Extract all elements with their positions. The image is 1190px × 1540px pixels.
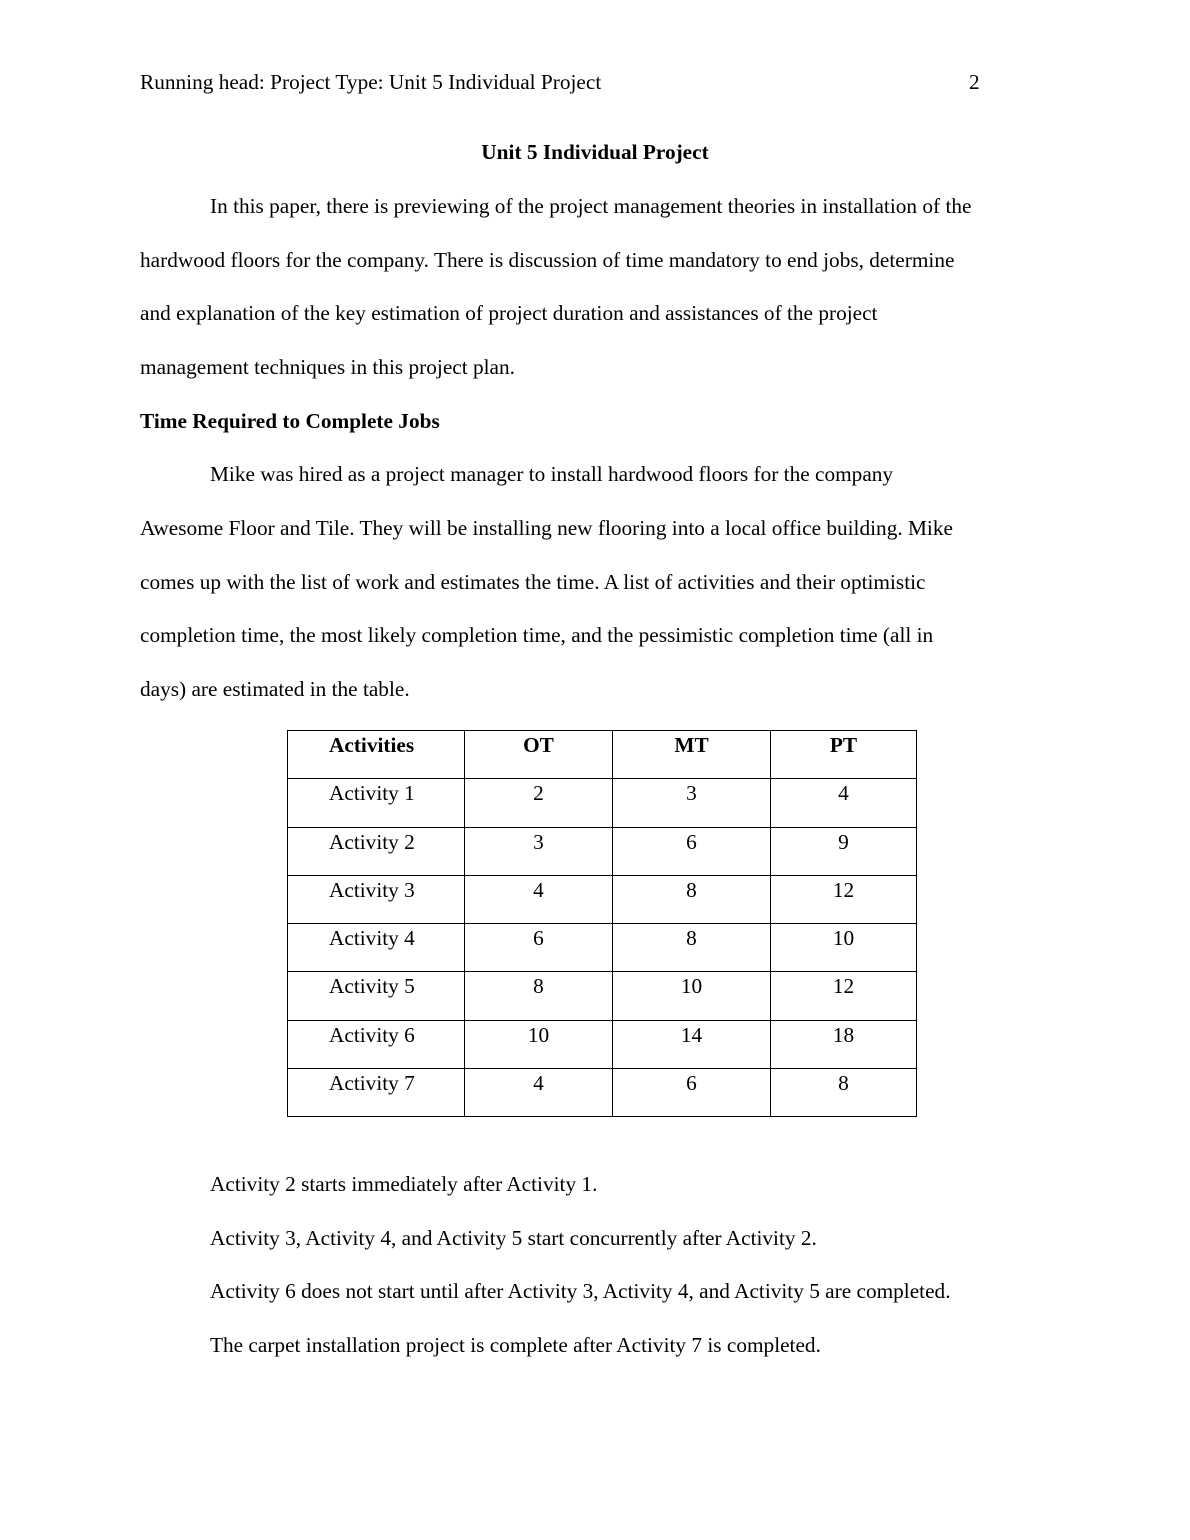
intro-line: management techniques in this project plan.: [140, 355, 515, 379]
body-line: comes up with the list of work and estimates the time. A list of activities and their optimistic: [140, 570, 926, 594]
table-cell: Activity 7: [288, 1069, 465, 1117]
intro-line: In this paper, there is previewing of the project management theories in installation of the: [210, 194, 972, 218]
table-cell: 6: [613, 1069, 771, 1117]
table-cell: Activity 3: [288, 875, 465, 923]
table-cell: 9: [771, 827, 917, 875]
table-cell: 6: [613, 827, 771, 875]
page-number: 2: [969, 70, 980, 94]
body-line: completion time, the most likely completion time, and the pessimistic completion time (all in: [140, 623, 934, 647]
table-cell: 4: [771, 779, 917, 827]
table-row: [288, 1069, 917, 1117]
table-cell: 2: [465, 779, 613, 827]
body-line: Awesome Floor and Tile. They will be installing new flooring into a local office building. Mike: [140, 516, 953, 540]
table-cell: 8: [613, 924, 771, 972]
table-cell: 12: [771, 972, 917, 1020]
table-cell: 6: [465, 924, 613, 972]
table-cell: 14: [613, 1020, 771, 1068]
table-row: [288, 924, 917, 972]
activity-time-table: [287, 730, 917, 1117]
table-cell: 8: [771, 1069, 917, 1117]
table-row: [288, 972, 917, 1020]
table-cell: Activity 6: [288, 1020, 465, 1068]
table-header-cell: PT: [771, 731, 917, 779]
table-header-cell: MT: [613, 731, 771, 779]
table-row: [288, 779, 917, 827]
table-cell: 3: [613, 779, 771, 827]
table-cell: Activity 1: [288, 779, 465, 827]
table-row: [288, 875, 917, 923]
intro-line: hardwood floors for the company. There is discussion of time mandatory to end jobs, determine: [140, 248, 955, 272]
table-cell: 12: [771, 875, 917, 923]
note-line: Activity 2 starts immediately after Activity 1.: [210, 1172, 598, 1196]
note-line: Activity 6 does not start until after Activity 3, Activity 4, and Activity 5 are completed.: [210, 1279, 951, 1303]
intro-line: and explanation of the key estimation of project duration and assistances of the project: [140, 301, 878, 325]
note-line: Activity 3, Activity 4, and Activity 5 start concurrently after Activity 2.: [210, 1226, 817, 1250]
table-cell: 10: [771, 924, 917, 972]
page-title: Unit 5 Individual Project: [481, 140, 709, 164]
table-header-cell: OT: [465, 731, 613, 779]
table-cell: Activity 4: [288, 924, 465, 972]
table-cell: 8: [613, 875, 771, 923]
table-row: [288, 827, 917, 875]
table-cell: 4: [465, 875, 613, 923]
table-cell: 10: [613, 972, 771, 1020]
table-cell: 3: [465, 827, 613, 875]
table-cell: 10: [465, 1020, 613, 1068]
table-row: [288, 1020, 917, 1068]
table-cell: Activity 5: [288, 972, 465, 1020]
table-cell: 8: [465, 972, 613, 1020]
section-heading: Time Required to Complete Jobs: [140, 409, 440, 433]
table-cell: 4: [465, 1069, 613, 1117]
body-line: days) are estimated in the table.: [140, 677, 410, 701]
running-head: Running head: Project Type: Unit 5 Individual Project: [140, 70, 602, 94]
note-line: The carpet installation project is complete after Activity 7 is completed.: [210, 1333, 821, 1357]
body-line: Mike was hired as a project manager to install hardwood floors for the company: [210, 462, 894, 486]
table-cell: 18: [771, 1020, 917, 1068]
table-header-cell: Activities: [288, 731, 465, 779]
table-header-row: [288, 731, 917, 779]
table-cell: Activity 2: [288, 827, 465, 875]
